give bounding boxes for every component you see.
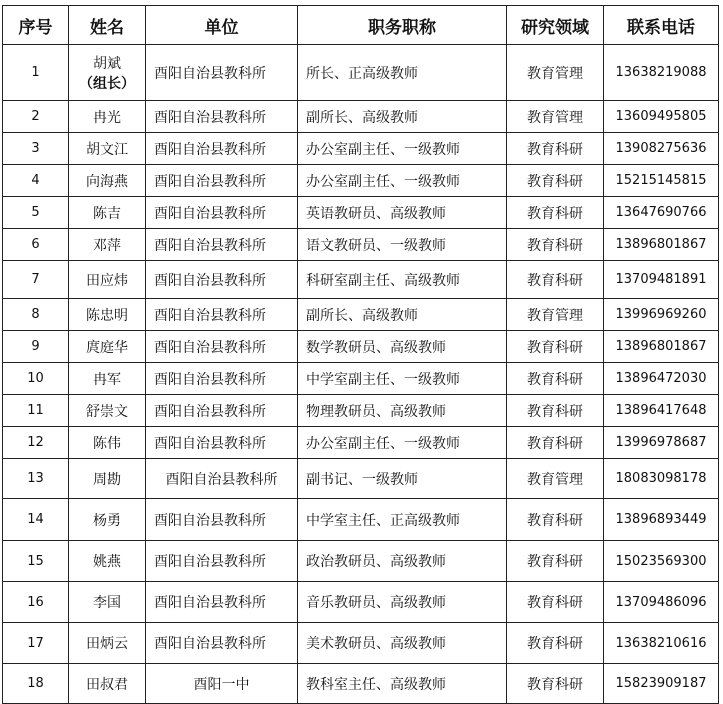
header-no: 序号 bbox=[3, 6, 69, 45]
cell-no: 1 bbox=[3, 45, 69, 101]
cell-position: 办公室副主任、一级教师 bbox=[298, 133, 507, 165]
cell-field: 教育科研 bbox=[507, 541, 604, 582]
cell-phone: 13709481891 bbox=[604, 261, 719, 299]
cell-unit: 酉阳自治县教科所 bbox=[146, 582, 298, 623]
cell-name: 姚燕 bbox=[69, 541, 146, 582]
cell-phone: 13896801867 bbox=[604, 331, 719, 363]
cell-field: 教育科研 bbox=[507, 395, 604, 427]
table-row bbox=[3, 363, 719, 395]
cell-position: 数学教研员、高级教师 bbox=[298, 331, 507, 363]
cell-phone: 15215145815 bbox=[604, 165, 719, 197]
cell-phone: 18083098178 bbox=[604, 459, 719, 499]
cell-name: 向海燕 bbox=[69, 165, 146, 197]
cell-phone: 13647690766 bbox=[604, 197, 719, 229]
cell-no: 4 bbox=[3, 165, 69, 197]
cell-position: 物理教研员、高级教师 bbox=[298, 395, 507, 427]
table-row bbox=[3, 45, 719, 101]
cell-position: 音乐教研员、高级教师 bbox=[298, 582, 507, 623]
header-position: 职务职称 bbox=[298, 6, 507, 45]
cell-phone: 13638219088 bbox=[604, 45, 719, 101]
cell-no: 13 bbox=[3, 459, 69, 499]
cell-unit: 酉阳自治县教科所 bbox=[146, 197, 298, 229]
cell-no: 5 bbox=[3, 197, 69, 229]
cell-unit: 酉阳自治县教科所 bbox=[146, 363, 298, 395]
cell-phone: 13896472030 bbox=[604, 363, 719, 395]
cell-unit: 酉阳自治县教科所 bbox=[146, 133, 298, 165]
table-row bbox=[3, 664, 719, 704]
table-row bbox=[3, 133, 719, 165]
cell-field: 教育科研 bbox=[507, 664, 604, 704]
table-row bbox=[3, 499, 719, 541]
cell-unit: 酉阳自治县教科所 bbox=[146, 229, 298, 261]
table-row bbox=[3, 331, 719, 363]
cell-position: 副书记、一级教师 bbox=[298, 459, 507, 499]
cell-name: 舒崇文 bbox=[69, 395, 146, 427]
cell-no: 14 bbox=[3, 499, 69, 541]
cell-field: 教育管理 bbox=[507, 45, 604, 101]
table-row bbox=[3, 197, 719, 229]
table-row bbox=[3, 427, 719, 459]
table-row bbox=[3, 261, 719, 299]
table-row bbox=[3, 459, 719, 499]
cell-phone: 13908275636 bbox=[604, 133, 719, 165]
cell-position: 美术教研员、高级教师 bbox=[298, 623, 507, 664]
cell-name: 邓萍 bbox=[69, 229, 146, 261]
cell-field: 教育管理 bbox=[507, 459, 604, 499]
cell-no: 12 bbox=[3, 427, 69, 459]
cell-name: 陈伟 bbox=[69, 427, 146, 459]
cell-field: 教育管理 bbox=[507, 299, 604, 331]
cell-name: 陈忠明 bbox=[69, 299, 146, 331]
cell-no: 16 bbox=[3, 582, 69, 623]
cell-field: 教育科研 bbox=[507, 165, 604, 197]
cell-unit: 酉阳一中 bbox=[146, 664, 298, 704]
cell-no: 17 bbox=[3, 623, 69, 664]
cell-unit: 酉阳自治县教科所 bbox=[146, 165, 298, 197]
cell-phone: 13709486096 bbox=[604, 582, 719, 623]
cell-position: 英语教研员、高级教师 bbox=[298, 197, 507, 229]
cell-name: 冉光 bbox=[69, 101, 146, 133]
cell-unit: 酉阳自治县教科所 bbox=[146, 499, 298, 541]
cell-field: 教育科研 bbox=[507, 499, 604, 541]
cell-position: 所长、正高级教师 bbox=[298, 45, 507, 101]
table-row bbox=[3, 299, 719, 331]
member-table bbox=[2, 5, 719, 704]
cell-name: 胡文江 bbox=[69, 133, 146, 165]
cell-unit: 酉阳自治县教科所 bbox=[146, 101, 298, 133]
cell-unit: 酉阳自治县教科所 bbox=[146, 395, 298, 427]
cell-name: 李国 bbox=[69, 582, 146, 623]
cell-phone: 13896893449 bbox=[604, 499, 719, 541]
cell-name: 田叔君 bbox=[69, 664, 146, 704]
cell-no: 7 bbox=[3, 261, 69, 299]
cell-no: 8 bbox=[3, 299, 69, 331]
cell-name: 田应炜 bbox=[69, 261, 146, 299]
cell-field: 教育科研 bbox=[507, 331, 604, 363]
member-name: 胡斌 bbox=[93, 55, 121, 72]
cell-position: 政治教研员、高级教师 bbox=[298, 541, 507, 582]
table-row bbox=[3, 582, 719, 623]
cell-unit: 酉阳自治县教科所 bbox=[146, 623, 298, 664]
cell-position: 语文教研员、一级教师 bbox=[298, 229, 507, 261]
cell-position: 中学室副主任、一级教师 bbox=[298, 363, 507, 395]
cell-phone: 13609495805 bbox=[604, 101, 719, 133]
table-row bbox=[3, 229, 719, 261]
header-field: 研究领域 bbox=[507, 6, 604, 45]
cell-position: 中学室主任、正高级教师 bbox=[298, 499, 507, 541]
table-row bbox=[3, 541, 719, 582]
cell-name: 杨勇 bbox=[69, 499, 146, 541]
leader-note: （组长） bbox=[79, 75, 135, 92]
cell-name: 庹庭华 bbox=[69, 331, 146, 363]
cell-no: 18 bbox=[3, 664, 69, 704]
table-row bbox=[3, 101, 719, 133]
cell-name bbox=[69, 45, 146, 101]
table-row bbox=[3, 395, 719, 427]
cell-position: 副所长、高级教师 bbox=[298, 299, 507, 331]
cell-phone: 15823909187 bbox=[604, 664, 719, 704]
cell-position: 办公室副主任、一级教师 bbox=[298, 165, 507, 197]
cell-name: 陈吉 bbox=[69, 197, 146, 229]
cell-position: 办公室副主任、一级教师 bbox=[298, 427, 507, 459]
cell-field: 教育科研 bbox=[507, 427, 604, 459]
cell-no: 10 bbox=[3, 363, 69, 395]
cell-position: 教科室主任、高级教师 bbox=[298, 664, 507, 704]
table-row bbox=[3, 165, 719, 197]
cell-phone: 13896801867 bbox=[604, 229, 719, 261]
cell-unit: 酉阳自治县教科所 bbox=[146, 261, 298, 299]
cell-name: 田炳云 bbox=[69, 623, 146, 664]
table-row bbox=[3, 623, 719, 664]
cell-position: 副所长、高级教师 bbox=[298, 101, 507, 133]
cell-no: 9 bbox=[3, 331, 69, 363]
cell-unit: 酉阳自治县教科所 bbox=[146, 299, 298, 331]
cell-unit: 酉阳自治县教科所 bbox=[146, 459, 298, 499]
cell-phone: 13996978687 bbox=[604, 427, 719, 459]
cell-unit: 酉阳自治县教科所 bbox=[146, 427, 298, 459]
cell-no: 6 bbox=[3, 229, 69, 261]
cell-unit: 酉阳自治县教科所 bbox=[146, 331, 298, 363]
header-row bbox=[3, 6, 719, 45]
cell-field: 教育管理 bbox=[507, 101, 604, 133]
cell-field: 教育科研 bbox=[507, 363, 604, 395]
cell-field: 教育科研 bbox=[507, 229, 604, 261]
cell-field: 教育科研 bbox=[507, 197, 604, 229]
cell-unit: 酉阳自治县教科所 bbox=[146, 541, 298, 582]
cell-no: 11 bbox=[3, 395, 69, 427]
header-phone: 联系电话 bbox=[604, 6, 719, 45]
cell-field: 教育科研 bbox=[507, 261, 604, 299]
cell-field: 教育科研 bbox=[507, 133, 604, 165]
cell-phone: 13896417648 bbox=[604, 395, 719, 427]
header-name: 姓名 bbox=[69, 6, 146, 45]
cell-no: 2 bbox=[3, 101, 69, 133]
cell-field: 教育科研 bbox=[507, 582, 604, 623]
cell-no: 3 bbox=[3, 133, 69, 165]
cell-no: 15 bbox=[3, 541, 69, 582]
cell-position: 科研室副主任、高级教师 bbox=[298, 261, 507, 299]
cell-phone: 13996969260 bbox=[604, 299, 719, 331]
cell-name: 冉军 bbox=[69, 363, 146, 395]
cell-field: 教育科研 bbox=[507, 623, 604, 664]
cell-phone: 15023569300 bbox=[604, 541, 719, 582]
cell-name: 周勘 bbox=[69, 459, 146, 499]
header-unit: 单位 bbox=[146, 6, 298, 45]
cell-unit: 酉阳自治县教科所 bbox=[146, 45, 298, 101]
cell-phone: 13638210616 bbox=[604, 623, 719, 664]
